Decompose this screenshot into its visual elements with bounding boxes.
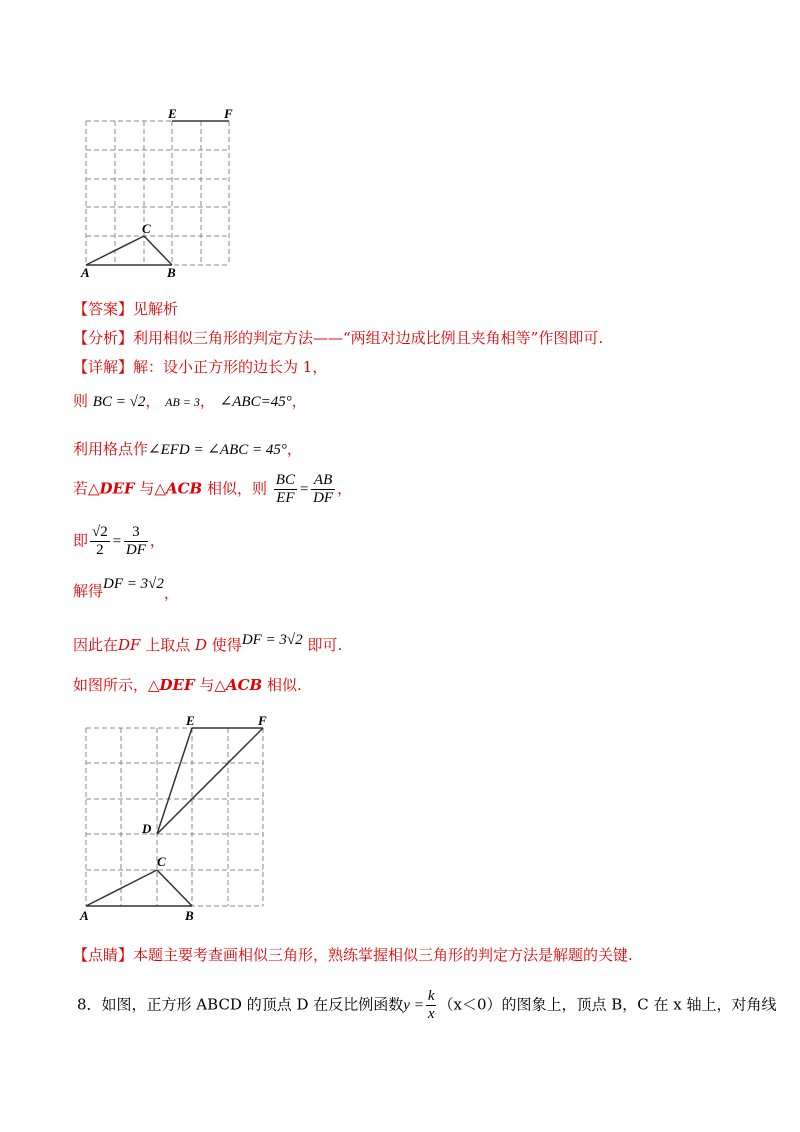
l2-math: ∠EFD = ∠ABC = 45° — [148, 442, 287, 458]
l1-comma-1: ， — [145, 392, 161, 410]
l4-fraction-2: $\frac{3}{DF}$ — [125, 524, 146, 558]
l1-ab: AB = 3 — [165, 395, 200, 409]
segment-cb — [144, 236, 172, 265]
q8-y: y = — [403, 997, 424, 1014]
l6-mid: 上取点 — [140, 636, 195, 654]
l6-end: 即可. — [302, 636, 343, 654]
l5-prefix: 解得 — [73, 582, 104, 600]
comment-bracket: 【点睛】 — [73, 946, 134, 964]
l3-def: DEF — [99, 479, 135, 498]
l2-end: ， — [286, 440, 302, 458]
figure-1-grid — [70, 105, 250, 280]
l1-bc: BC = √2 — [92, 394, 146, 410]
q8-prefix: 8．如图，正方形 ABCD 的顶点 D 在反比例函数 — [77, 995, 404, 1014]
line-1 — [73, 390, 307, 413]
l2-text: 利用格点作 — [73, 440, 149, 458]
line-3 — [73, 472, 352, 507]
figure-2-grid — [70, 712, 280, 927]
detail-line — [73, 356, 327, 378]
l5-math: DF = 3√2 — [103, 576, 164, 592]
l6-math: DF = 3√2 — [241, 632, 303, 648]
label-b-2: B — [185, 908, 194, 923]
answer-line — [73, 298, 178, 320]
detail-text: 解：设小正方形的边长为 1， — [133, 358, 328, 376]
line-4 — [73, 524, 165, 559]
label-f-2: F — [258, 713, 267, 728]
l7-acb: ACB — [225, 676, 263, 694]
l6-d: D — [195, 636, 208, 654]
l6-df: DF — [118, 636, 141, 654]
line-6 — [73, 628, 343, 654]
analysis-text: 利用相似三角形的判定方法——“两组对边成比例且夹角相等”作图即可. — [133, 329, 604, 347]
l7-def: DEF — [159, 676, 195, 694]
l7-end: 相似. — [262, 676, 302, 694]
segment-ed — [157, 728, 192, 834]
answer-text: 见解析 — [133, 300, 179, 318]
l6-prefix: 因此在 — [73, 636, 119, 654]
label-e: E — [168, 106, 177, 121]
comment-text: 本题主要考查画相似三角形，熟练掌握相似三角形的判定方法是解题的关键. — [133, 946, 633, 964]
segment-cb-2 — [157, 870, 192, 906]
l3-end: ， — [337, 479, 353, 498]
l6-mid2: 使得 — [207, 636, 242, 654]
line-5 — [73, 572, 179, 602]
l4-end: ， — [149, 531, 165, 550]
analysis-line — [73, 327, 603, 349]
label-c-2: C — [157, 854, 166, 869]
label-b: B — [167, 265, 176, 280]
q8-fraction: $\frac{k}{x}$ — [427, 988, 435, 1022]
l4-fraction-1: $\frac{√2}{2}$ — [92, 524, 108, 558]
q8-suffix: （x＜0）的图象上，顶点 B，C 在 x 轴上，对角线 — [438, 995, 777, 1014]
l3-acb: ACB — [165, 479, 203, 498]
line-2 — [73, 438, 302, 461]
l3-prefix: 若△ — [73, 479, 100, 498]
l5-end: ， — [163, 584, 179, 602]
label-f: F — [224, 106, 233, 121]
l7-mid: 与△ — [194, 676, 226, 694]
l1-comma-2: ， — [199, 392, 215, 410]
answer-bracket: 【答案】 — [73, 300, 134, 318]
analysis-bracket: 【分析】 — [73, 329, 134, 347]
label-c: C — [142, 221, 151, 236]
question-8-line — [77, 988, 777, 1023]
label-a-2: A — [80, 908, 89, 923]
l3-fraction-1: $\frac{BC}{EF}$ — [275, 472, 295, 506]
l4-prefix: 即 — [73, 531, 89, 550]
l3-eq: = — [298, 481, 310, 498]
l1-prefix: 则 — [73, 392, 89, 410]
label-a: A — [81, 265, 90, 280]
label-d-2: D — [142, 821, 152, 836]
l3-suffix: 相似，则 — [202, 479, 267, 498]
l3-fraction-2: $\frac{AB}{DF}$ — [313, 472, 334, 506]
figure-1-gridlines — [86, 121, 229, 265]
l4-eq: = — [111, 533, 122, 550]
l7-prefix: 如图所示，△ — [73, 676, 160, 694]
l1-angle: ∠ABC=45° — [219, 394, 292, 410]
segment-fd — [157, 728, 263, 834]
label-e-2: E — [186, 713, 195, 728]
l3-mid: 与△ — [134, 479, 166, 498]
line-7 — [73, 674, 302, 696]
detail-bracket: 【详解】 — [73, 358, 134, 376]
l1-comma-3: ， — [291, 392, 307, 410]
comment-line — [73, 944, 633, 966]
